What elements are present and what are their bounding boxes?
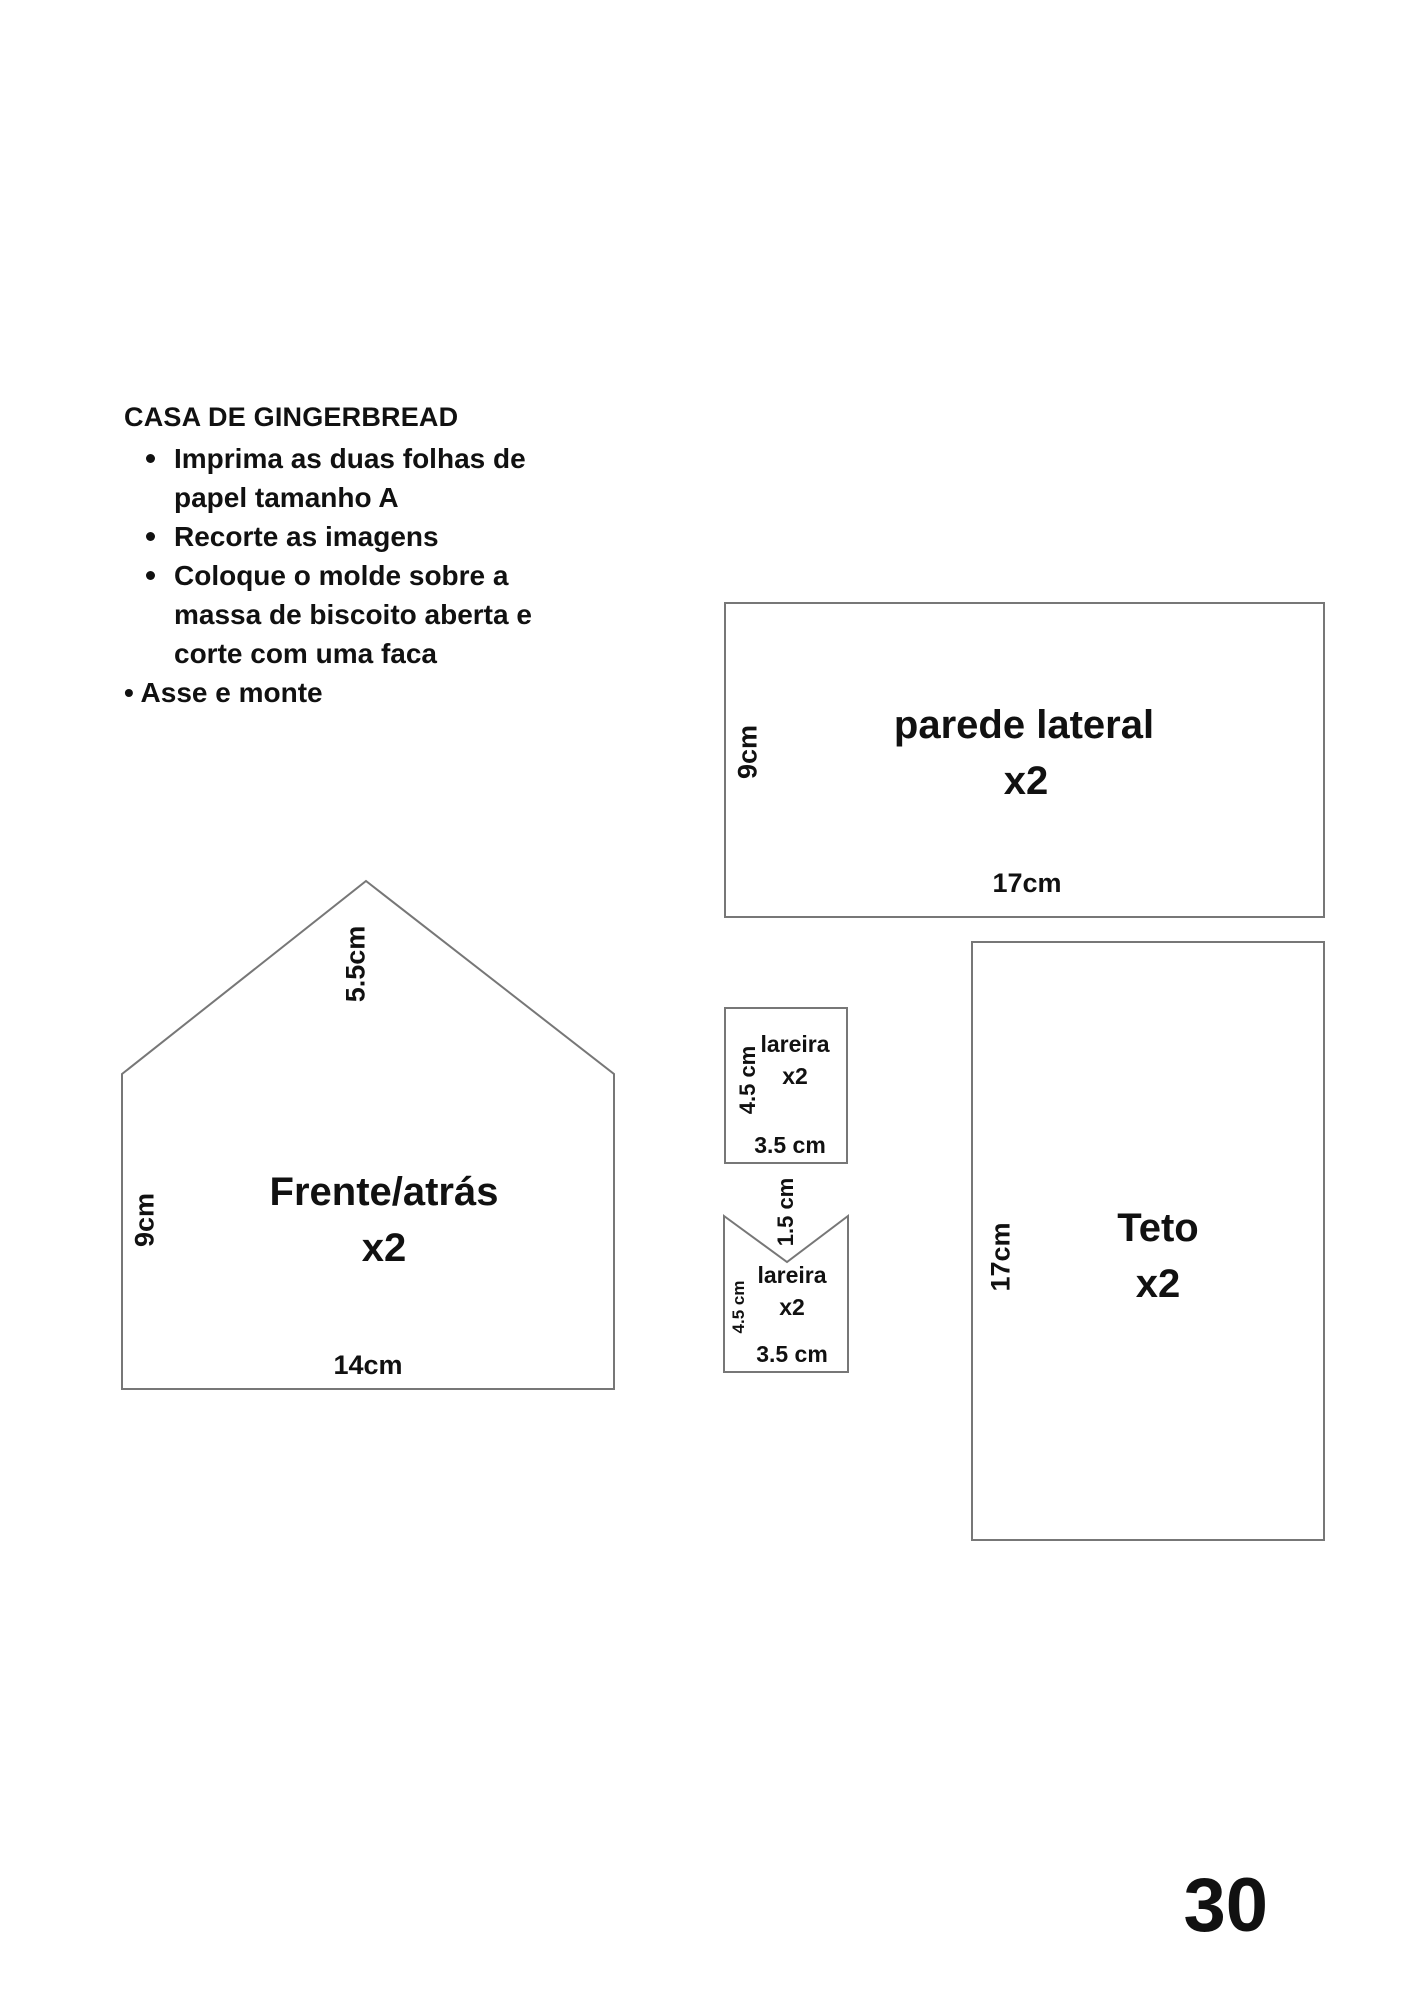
side-wall-count: x2 bbox=[1003, 759, 1049, 803]
chimney-1-height: 4.5 cm bbox=[735, 1045, 760, 1115]
chimney-2-width: 3.5 cm bbox=[756, 1341, 828, 1367]
chimney-2-notch: 1.5 cm bbox=[773, 1177, 798, 1247]
chimney-2-name: lareira bbox=[757, 1262, 827, 1288]
chimney-2-height: 4.5 cm bbox=[729, 1280, 748, 1334]
front-back-peak-height: 5.5cm bbox=[340, 925, 371, 1003]
instruction-step: Imprima as duas folhas de papel tamanho A bbox=[144, 439, 584, 517]
chimney-1-name: lareira bbox=[760, 1031, 830, 1057]
roof-height: 17cm bbox=[985, 1222, 1016, 1292]
side-wall-name: parede lateral bbox=[893, 703, 1155, 747]
instruction-step: Recorte as imagens bbox=[144, 517, 584, 556]
chimney-1-count: x2 bbox=[782, 1063, 808, 1089]
chimney-1-width: 3.5 cm bbox=[754, 1132, 826, 1158]
front-back-name: Frente/atrás bbox=[269, 1170, 499, 1214]
front-back-count: x2 bbox=[361, 1226, 407, 1270]
page-number: 30 bbox=[1183, 1863, 1268, 1948]
side-wall-width: 17cm bbox=[992, 868, 1062, 898]
front-back-height: 9cm bbox=[129, 1192, 160, 1248]
instruction-step: Coloque o molde sobre a massa de biscoito aberta e corte com uma faca bbox=[144, 556, 584, 673]
instruction-step-last: • Asse e monte bbox=[124, 677, 323, 708]
instructions-title: CASA DE GINGERBREAD bbox=[124, 402, 459, 432]
roof-name: Teto bbox=[1117, 1206, 1199, 1250]
side-wall-height: 9cm bbox=[732, 724, 763, 780]
roof-count: x2 bbox=[1135, 1262, 1181, 1306]
chimney-2-count: x2 bbox=[779, 1294, 805, 1320]
front-back-width: 14cm bbox=[333, 1350, 403, 1380]
